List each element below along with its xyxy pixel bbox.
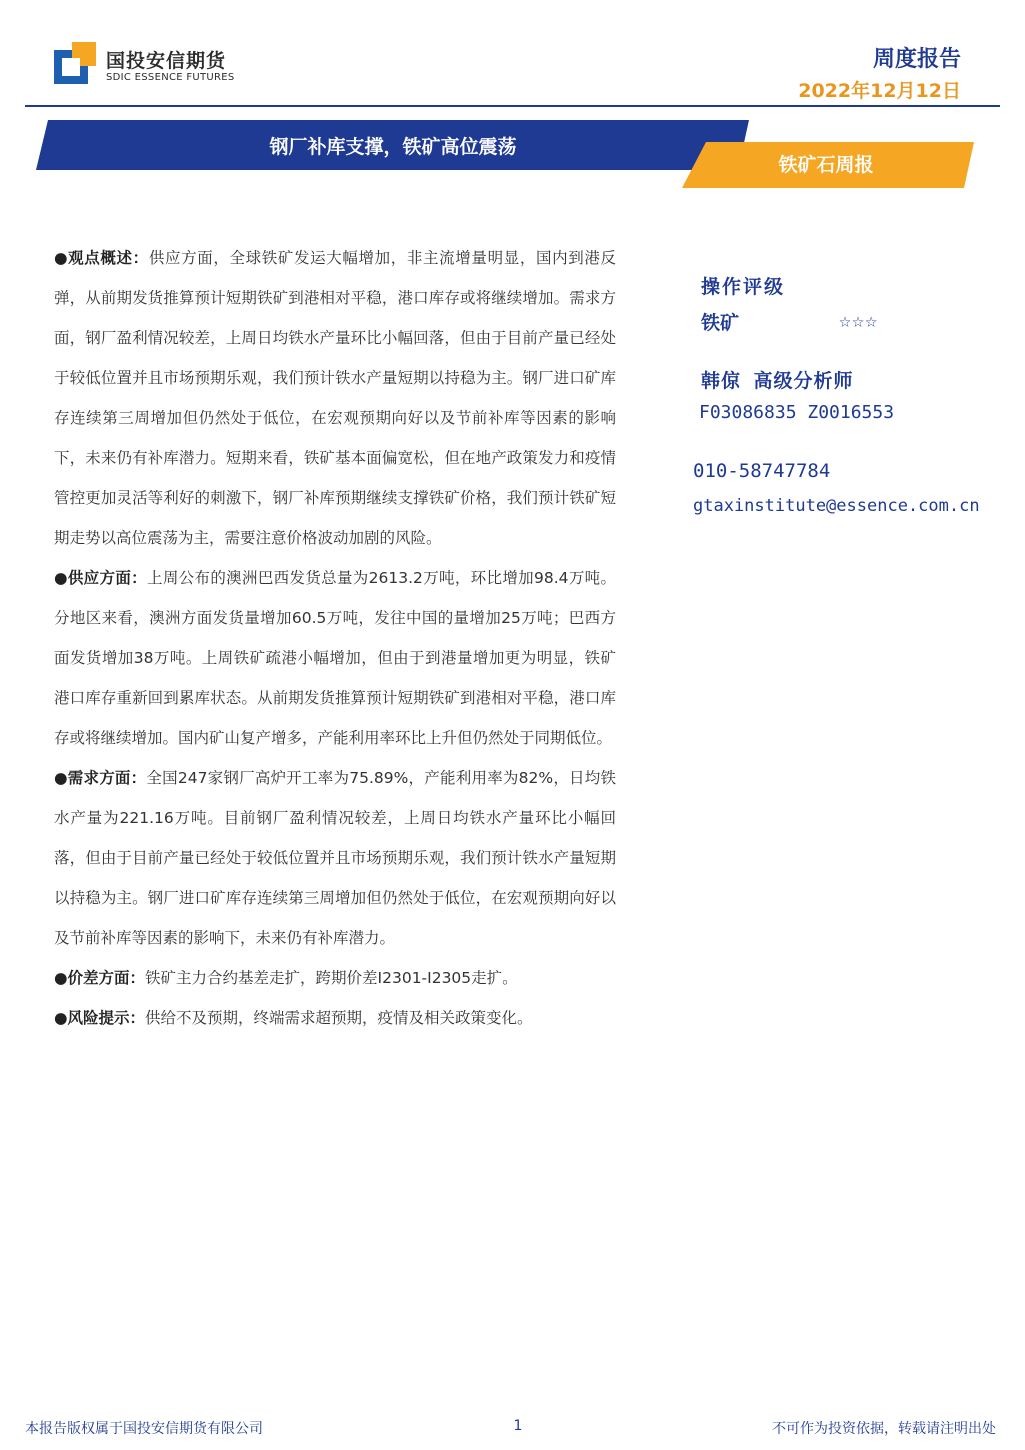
rating-item: 铁矿 <box>701 312 740 334</box>
rating-title: 操作评级 <box>701 276 786 298</box>
section-label: ●需求方面： <box>54 769 147 787</box>
analyst-phone: 010-58747784 <box>693 460 831 482</box>
section-overview <box>54 238 616 558</box>
section-risk <box>54 998 616 1038</box>
section-label: ●观点概述： <box>54 249 149 267</box>
footer-copyright: 本报告版权属于国投安信期货有限公司 <box>25 1421 263 1437</box>
report-body <box>54 238 616 1038</box>
report-category-tag: 铁矿石周报 <box>778 154 874 176</box>
section-label: ●供应方面： <box>54 569 148 587</box>
report-headline: 钢厂补库支撑，铁矿高位震荡 <box>269 136 517 158</box>
section-supply <box>54 558 616 758</box>
analyst-name: 韩倞 高级分析师 <box>701 370 854 392</box>
section-text: 上周公布的澳洲巴西发货总量为2613.2万吨，环比增加98.4万吨。分地区来看，澳洲方面发货量增加60.5万吨，发往中国的量增加25万吨；巴西方面发货增加38万吨。上周铁矿疏港小幅增加，但由于到港量增加更为明显，铁矿港口库存重新回到累库状态。从前期发货推算预计短期铁矿到港相对平稳，港口库存或将继续增加。国内矿山复产增多，产能利用率环比上升但仍然处于同期低位。 <box>54 569 617 747</box>
section-text: 全国247家钢厂高炉开工率为75.89%，产能利用率为82%，日均铁水产量为221.16万吨。目前钢厂盈利情况较差，上周日均铁水产量环比小幅回落，但由于目前产量已经处于较低位置并且市场预期乐观，我们预计铁水产量短期以持稳为主。钢厂进口矿库存连续第三周增加但仍然处于低位，在宏观预期向好以及节前补库等因素的影响下，未来仍有补库潜力。 <box>54 769 617 947</box>
analyst-certificate: F03086835 Z0016553 <box>699 402 895 423</box>
page-number: 1 <box>513 1418 523 1434</box>
section-label: ●价差方面： <box>54 969 146 987</box>
section-text: 铁矿主力合约基差走扩，跨期价差I2301-I2305走扩。 <box>145 969 518 987</box>
logo-text-cn: 国投安信期货 <box>106 50 227 72</box>
title-banner <box>0 118 1025 194</box>
header-divider <box>25 105 1000 107</box>
report-type: 周度报告 <box>872 47 961 72</box>
footer-notice: 不可作为投资依据，转载请注明出处 <box>772 1421 996 1437</box>
company-logo <box>54 42 244 88</box>
analyst-email: gtaxinstitute@essence.com.cn <box>693 496 980 516</box>
rating-stars: ☆☆☆ <box>839 308 879 332</box>
section-text: 供给不及预期，终端需求超预期，疫情及相关政策变化。 <box>145 1009 533 1027</box>
report-date: 2022年12月12日 <box>798 80 961 102</box>
logo-text-en: SDIC ESSENCE FUTURES <box>106 72 235 83</box>
section-label: ●风险提示： <box>54 1009 146 1027</box>
section-demand <box>54 758 616 958</box>
section-spread <box>54 958 616 998</box>
section-text: 供应方面，全球铁矿发运大幅增加，非主流增量明显，国内到港反弹，从前期发货推算预计短期铁矿到港相对平稳，港口库存或将继续增加。需求方面，钢厂盈利情况较差，上周日均铁水产量环比小幅回落，但由于目前产量已经处于较低位置并且市场预期乐观，我们预计铁水产量短期以持稳为主。钢厂进口矿库存连续第三周增加但仍然处于低位，在宏观预期向好以及节前补库等因素的影响下，未来仍有补库潜力。短期来看，铁矿基本面偏宽松，但在地产政策发力和疫情管控更加灵活等利好的刺激下，钢厂补库预期继续支撑铁矿价格，我们预计铁矿短期走势以高位震荡为主，需要注意价格波动加剧的风险。 <box>54 249 616 547</box>
logo-icon <box>54 42 96 84</box>
